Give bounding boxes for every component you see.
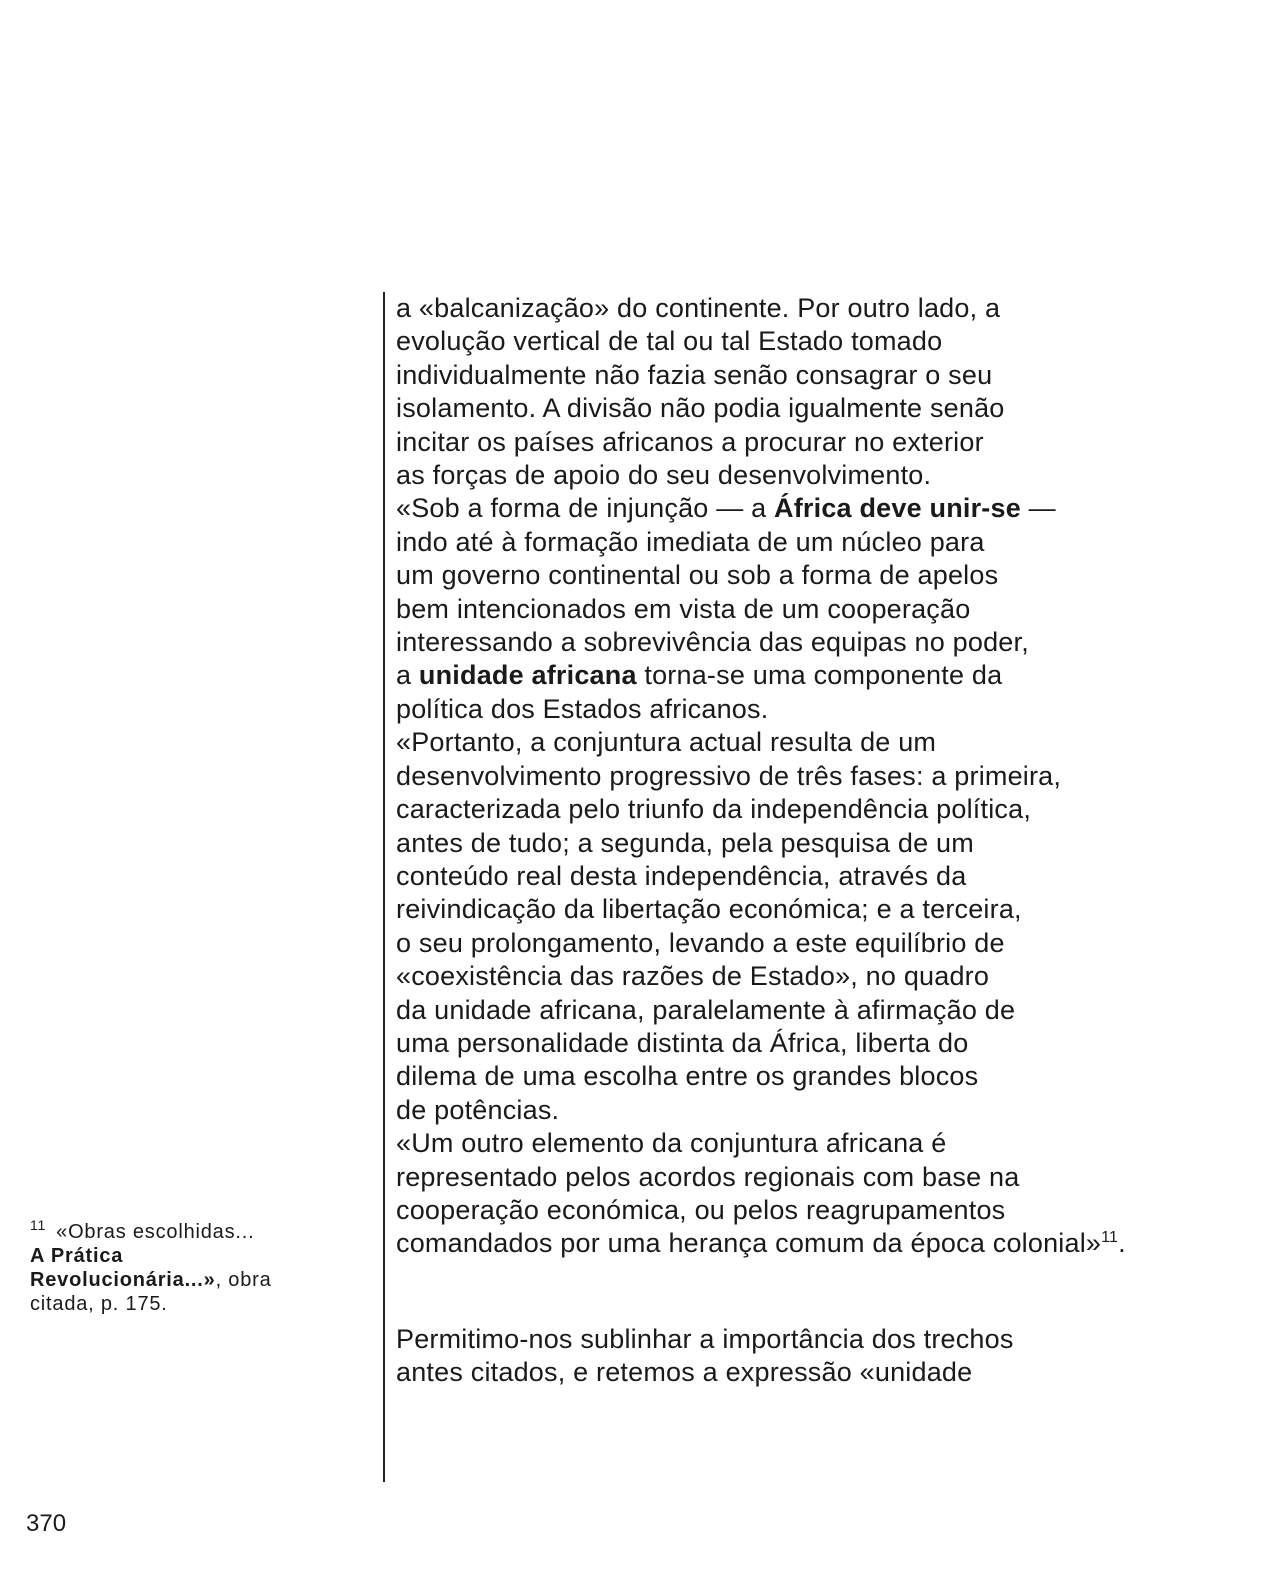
text-line: incitar os países africanos a procurar no exterior <box>396 426 984 457</box>
text-line: uma personalidade distinta da África, liberta do <box>396 1027 969 1058</box>
margin-rule <box>383 292 385 1482</box>
footnote-title: Revolucionária...» <box>30 1269 216 1291</box>
text-line <box>396 492 1236 525</box>
text-line: evolução vertical de tal ou tal Estado tomado <box>396 326 943 357</box>
footnote-title: A Prática <box>30 1245 124 1267</box>
text-line: desenvolvimento progressivo de três fases: a primeira, <box>396 760 1062 791</box>
text-line: antes citados, e retemos a expressão «unidade <box>396 1357 973 1388</box>
text-fragment: a <box>396 660 419 691</box>
text-line: Permitimo-nos sublinhar a importância dos trechos <box>396 1323 1014 1354</box>
text-fragment: . <box>1118 1228 1126 1259</box>
text-line <box>396 659 1236 692</box>
text-fragment: — <box>1020 493 1056 524</box>
text-line: da unidade africana, paralelamente à afirmação de <box>396 994 1016 1025</box>
main-text-column <box>396 292 1236 1390</box>
text-line: isolamento. A divisão não podia igualmente senão <box>396 393 1005 424</box>
text-line: antes de tudo; a segunda, pela pesquisa de um <box>396 827 974 858</box>
footnote-line <box>30 1268 350 1292</box>
paragraph-balcanizacao <box>396 292 1236 492</box>
text-line: o seu prolongamento, levando a este equilíbrio de <box>396 927 1005 958</box>
text-line: política dos Estados africanos. <box>396 693 769 724</box>
paragraph-acordos-regionais <box>396 1127 1236 1261</box>
page-number: 370 <box>26 1510 67 1537</box>
footnote-line <box>30 1244 350 1268</box>
text-line: conteúdo real desta independência, através da <box>396 860 967 891</box>
text-line: cooperação económica, ou pelos reagrupamentos <box>396 1194 1006 1225</box>
text-fragment: torna-se uma componente da <box>636 660 1003 691</box>
footnote-number: 11 <box>30 1217 47 1234</box>
text-line: reivindicação da libertação económica; e a terceira, <box>396 894 1022 925</box>
text-line: as forças de apoio do seu desenvolvimento. <box>396 460 932 491</box>
text-line: «coexistência das razões de Estado», no quadro <box>396 961 990 992</box>
text-line: «Portanto, a conjuntura actual resulta de um <box>396 727 937 758</box>
footnote-11 <box>30 1217 350 1316</box>
footnote-line <box>30 1217 350 1244</box>
footnote-reference[interactable]: 11 <box>1101 1229 1119 1247</box>
paragraph-injuncao <box>396 492 1236 726</box>
text-line: interessando a sobrevivência das equipas no poder, <box>396 627 1029 658</box>
text-line: «Um outro elemento da conjuntura africana é <box>396 1128 947 1159</box>
text-line: de potências. <box>396 1094 560 1125</box>
text-line: a «balcanização» do continente. Por outro lado, a <box>396 293 1001 323</box>
text-line: individualmente não fazia senão consagrar o seu <box>396 359 993 390</box>
text-line <box>396 1227 1236 1260</box>
text-line: indo até à formação imediata de um núcleo para <box>396 526 985 557</box>
text-line: dilema de uma escolha entre os grandes blocos <box>396 1061 979 1092</box>
paragraph-conjuntura <box>396 726 1236 1127</box>
text-fragment: comandados por uma herança comum da época colonial» <box>396 1228 1102 1259</box>
text-line: um governo continental ou sob a forma de apelos <box>396 560 999 591</box>
text-fragment: «Sob a forma de injunção — a <box>396 493 775 524</box>
emphasis-africa-deve-unir-se: África deve unir-se <box>774 493 1021 524</box>
text-line: representado pelos acordos regionais com base na <box>396 1161 1020 1192</box>
paragraph-permitimo-nos <box>396 1323 1236 1390</box>
text-fragment: «Obras escolhidas... <box>56 1221 255 1243</box>
text-fragment: , obra <box>215 1269 272 1291</box>
footnote-line: citada, p. 175. <box>30 1293 168 1315</box>
text-line: caracterizada pelo triunfo da independência política, <box>396 794 1032 825</box>
emphasis-unidade-africana: unidade africana <box>418 660 637 691</box>
text-line: bem intencionados em vista de um cooperação <box>396 593 971 624</box>
